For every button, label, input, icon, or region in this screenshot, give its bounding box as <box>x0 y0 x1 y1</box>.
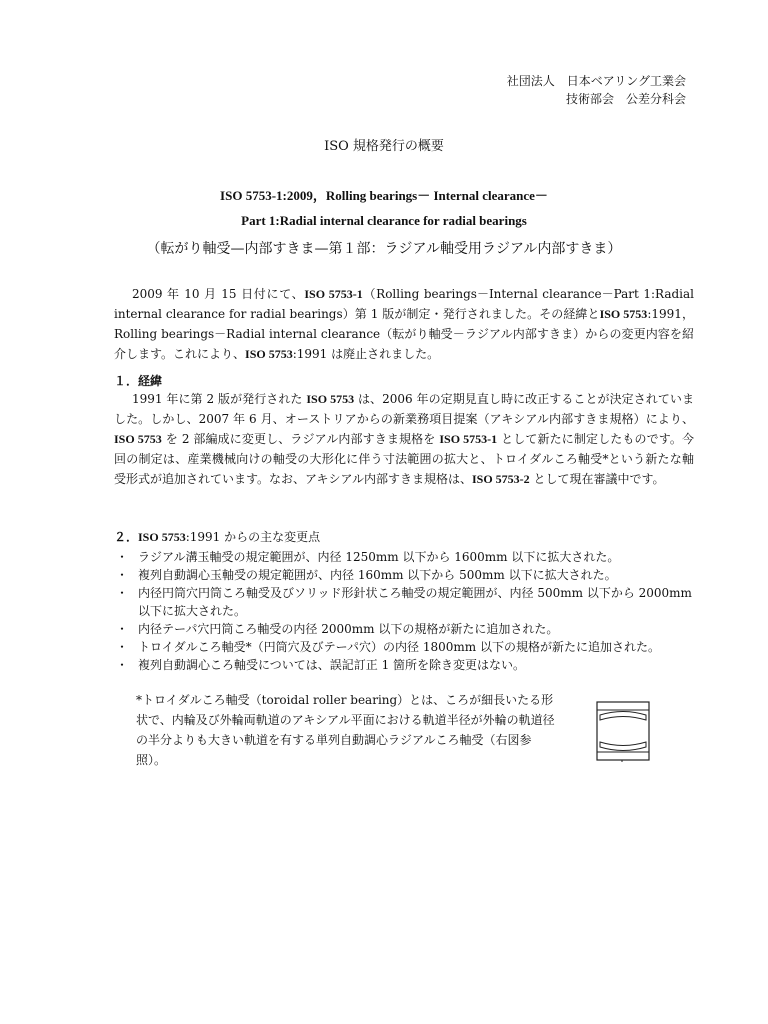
list-item: ・ 複列自動調心玉軸受の規定範囲が、内径 160mm 以下から 500mm 以下に拡大された。 <box>116 566 696 584</box>
section1-paragraph: 1991 年に第 2 版が発行された ISO 5753 は、2006 年の定期見直し時に改正することが決定されていました。しかし、2007 年 6 月、オーストリアからの新業務項目提案（アキシアル内部すきま規格）により、ISO 5753 を 2 部編成に変更し、ラジアル内部すきま規格を ISO 5753-1 として新たに制定したものです。今回の制定は、産業機械向けの軸受の大形化に伴う寸法範囲の拡大と、トロイダルころ軸受*という新たな軸受形式が追加されています。なお、アキシアル内部すきま規格は、ISO 5753-2 として現在審議中です。 <box>114 392 695 486</box>
standard-title-line1: ISO 5753-1:2009，Rolling bearings－ Internal clearance－ <box>220 188 548 203</box>
footnote-toroidal-bearing: *トロイダルころ軸受（toroidal roller bearing）とは、ころが細長いたる形状で、内輪及び外輪両軌道のアキシアル平面における軌道半径が外輪の軌道径の半分よりも大きい軌道を有する単列自動調心ラジアルころ軸受（右図参照）。 <box>136 693 555 767</box>
committee-name: 技術部会 公差分科会 <box>565 92 686 106</box>
section2-heading: ２．ISO 5753:1991 からの主な変更点 <box>114 530 321 544</box>
changes-list <box>116 548 696 674</box>
upper-roller-shape <box>600 712 646 721</box>
list-item: ・ トロイダルころ軸受*（円筒穴及びテーパ穴）の内径 1800mm 以下の規格が新たに追加された。 <box>116 638 696 656</box>
list-item: ・ 内径テーパ穴円筒ころ軸受の内径 2000mm 以下の規格が新たに追加された。 <box>116 620 696 638</box>
page-title: ISO 規格発行の概要 <box>324 139 444 154</box>
intro-paragraph: 2009 年 10 月 15 日付にて、ISO 5753-1（Rolling bearings－Internal clearance－Part 1:Radial internal clearance for radial bearings）第 1 版が制定・発行されました。その経緯とISO 5753:1991，Rolling bearings－Radial internal clearance（転がり軸受－ラジアル内部すきま）からの変更内容を紹介します。これにより、ISO 5753:1991 は廃止されました。 <box>114 287 694 361</box>
section1-heading: １．経緯 <box>114 374 163 388</box>
list-item: ・ 内径円筒穴円筒ころ軸受及びソリッド形針状ころ軸受の規定範囲が、内径 500mm 以下から 2000mm 以下に拡大された。 <box>116 584 696 620</box>
list-item: ・ 複列自動調心ころ軸受については、誤記訂正 1 箇所を除き変更はない。 <box>116 656 696 674</box>
outer-ring-outline <box>597 702 649 760</box>
list-item: ・ ラジアル溝玉軸受の規定範囲が、内径 1250mm 以下から 1600mm 以下に拡大された。 <box>116 548 696 566</box>
organization-name: 社団法人 日本ベアリング工業会 <box>506 74 686 88</box>
standard-title-line2: Part 1:Radial internal clearance for radial bearings <box>241 213 527 228</box>
toroidal-bearing-diagram <box>592 700 654 762</box>
lower-roller-shape <box>600 742 646 751</box>
standard-title-japanese: （転がり軸受—内部すきま—第１部：ラジアル軸受用ラジアル内部すきま） <box>146 241 622 257</box>
